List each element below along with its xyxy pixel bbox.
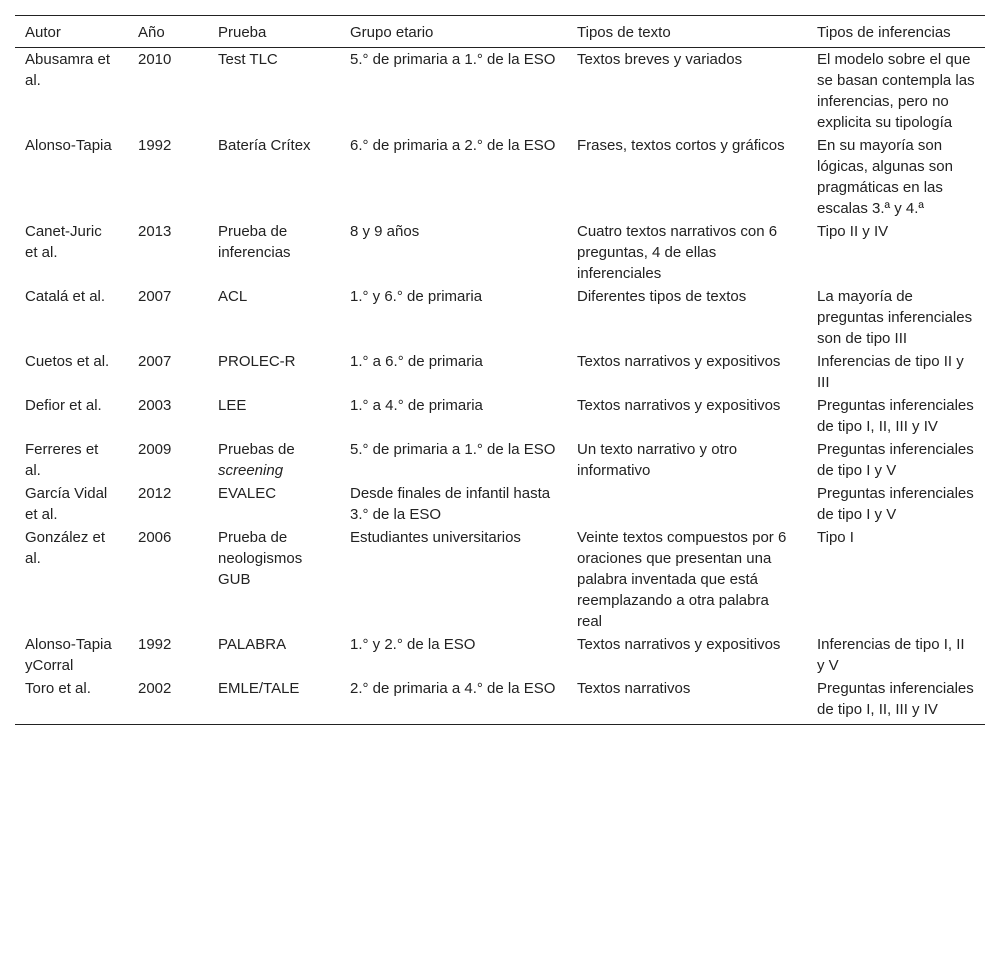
cell-inferencias: Preguntas inferenciales de tipo I y V xyxy=(817,441,974,479)
cell-inferencias: El modelo sobre el que se basan contempla las inferencias, pero no explicita su tipología xyxy=(817,51,975,131)
cell-autor: Catalá et al. xyxy=(25,288,106,305)
cell-prueba: EMLE/TALE xyxy=(208,677,340,725)
cell-grupo: 1.° y 6.° de primaria xyxy=(350,288,483,305)
cell-grupo: 5.° de primaria a 1.° de la ESO xyxy=(350,441,556,458)
cell-prueba: Batería Crítex xyxy=(218,137,311,154)
cell-autor: González et al. xyxy=(25,529,106,567)
cell-grupo: 8 y 9 años xyxy=(350,223,420,240)
cell-autor: Alonso-Tapia xyxy=(25,137,112,154)
cell-grupo: 1.° y 2.° de la ESO xyxy=(350,636,476,653)
table-row xyxy=(15,438,985,482)
cell-prueba: EVALEC xyxy=(218,485,277,502)
header-tipos-de-inferencias: Tipos de inferencias xyxy=(807,16,985,48)
cell-prueba-italic: screening xyxy=(218,462,284,479)
cell-inferencias: Preguntas inferenciales de tipo I y V xyxy=(817,485,974,523)
header-anio: Año xyxy=(128,16,208,48)
cell-grupo: 5.° de primaria a 1.° de la ESO xyxy=(350,51,556,68)
cell-textos: Textos narrativos y expositivos xyxy=(577,636,781,653)
cell-anio: 1992 xyxy=(138,137,172,154)
cell-inferencias: Tipo I xyxy=(817,529,854,546)
cell-textos: Veinte textos compuestos por 6 oraciones que presentan una palabra inventada que está reemplazando a otra palabra real xyxy=(577,529,787,630)
cell-anio: 2007 xyxy=(138,288,172,305)
cell-inferencias: Inferencias de tipo I, II y V xyxy=(817,636,965,674)
table-row xyxy=(15,134,985,220)
cell-anio: 2009 xyxy=(138,441,172,458)
inference-tests-table-container xyxy=(15,15,985,725)
cell-autor: García Vidal et al. xyxy=(25,485,108,523)
table-row xyxy=(15,285,985,350)
cell-grupo: 1.° a 6.° de primaria xyxy=(350,353,483,370)
cell-textos: Textos narrativos y expositivos xyxy=(577,353,781,370)
cell-inferencias: Inferencias de tipo II y III xyxy=(817,353,964,391)
table-row xyxy=(15,220,985,285)
cell-textos: Cuatro textos narrativos con 6 preguntas, 4 de ellas inferenciales xyxy=(577,223,778,282)
table-header-row xyxy=(15,16,985,48)
cell-grupo: 1.° a 4.° de primaria xyxy=(350,397,483,414)
cell-prueba: LEE xyxy=(218,397,247,414)
cell-inferencias: Preguntas inferenciales de tipo I, II, III y IV xyxy=(817,397,974,435)
table-row xyxy=(15,526,985,633)
cell-anio: 2012 xyxy=(138,485,172,502)
cell-grupo: 6.° de primaria a 2.° de la ESO xyxy=(350,137,556,154)
cell-textos: Un texto narrativo y otro informativo xyxy=(577,441,738,479)
cell-inferencias: Preguntas inferenciales de tipo I, II, III y IV xyxy=(807,677,985,725)
cell-autor: Ferreres et al. xyxy=(25,441,99,479)
header-autor: Autor xyxy=(15,16,128,48)
table-row xyxy=(15,394,985,438)
cell-textos: Diferentes tipos de textos xyxy=(577,288,747,305)
cell-textos: Textos narrativos xyxy=(567,677,807,725)
header-prueba: Prueba xyxy=(208,16,340,48)
cell-autor: Toro et al. xyxy=(15,677,128,725)
table-row xyxy=(15,350,985,394)
cell-autor: Canet-Juric et al. xyxy=(25,223,102,261)
cell-anio: 2013 xyxy=(138,223,172,240)
cell-prueba: PALABRA xyxy=(218,636,287,653)
cell-autor: Cuetos et al. xyxy=(25,353,110,370)
cell-grupo: Estudiantes universitarios xyxy=(350,529,521,546)
cell-textos: Frases, textos cortos y gráficos xyxy=(577,137,785,154)
cell-anio: 2002 xyxy=(128,677,208,725)
cell-inferencias: Tipo II y IV xyxy=(817,223,889,240)
cell-textos: Textos breves y variados xyxy=(577,51,743,68)
table-row xyxy=(15,48,985,135)
cell-grupo: 2.° de primaria a 4.° de la ESO xyxy=(340,677,567,725)
header-grupo-etario: Grupo etario xyxy=(340,16,567,48)
cell-inferencias: La mayoría de preguntas inferenciales son de tipo III xyxy=(817,288,973,347)
cell-anio: 2003 xyxy=(138,397,172,414)
cell-anio: 2007 xyxy=(138,353,172,370)
header-tipos-de-texto: Tipos de texto xyxy=(567,16,807,48)
cell-prueba: Prueba de inferencias xyxy=(218,223,291,261)
cell-anio: 1992 xyxy=(138,636,172,653)
cell-prueba: Prueba de neologismos GUB xyxy=(218,529,303,588)
table-row xyxy=(15,633,985,677)
cell-anio: 2010 xyxy=(138,51,172,68)
cell-prueba-text: Pruebas de xyxy=(218,441,295,458)
cell-autor: Alonso-Tapia yCorral xyxy=(25,636,112,674)
table-row xyxy=(15,482,985,526)
inference-tests-table xyxy=(15,15,985,725)
cell-autor: Defior et al. xyxy=(25,397,102,414)
cell-anio: 2006 xyxy=(138,529,172,546)
cell-textos xyxy=(567,482,807,526)
cell-prueba xyxy=(208,438,340,482)
cell-prueba: ACL xyxy=(218,288,248,305)
table-row xyxy=(15,677,985,725)
cell-inferencias: En su mayoría son lógicas, algunas son pragmáticas en las escalas 3.ª y 4.ª xyxy=(817,137,953,217)
cell-grupo: Desde finales de infantil hasta 3.° de la ESO xyxy=(350,485,551,523)
cell-prueba: PROLEC-R xyxy=(218,353,296,370)
cell-prueba: Test TLC xyxy=(218,51,278,68)
cell-autor: Abusamra et al. xyxy=(25,51,111,89)
cell-textos: Textos narrativos y expositivos xyxy=(577,397,781,414)
